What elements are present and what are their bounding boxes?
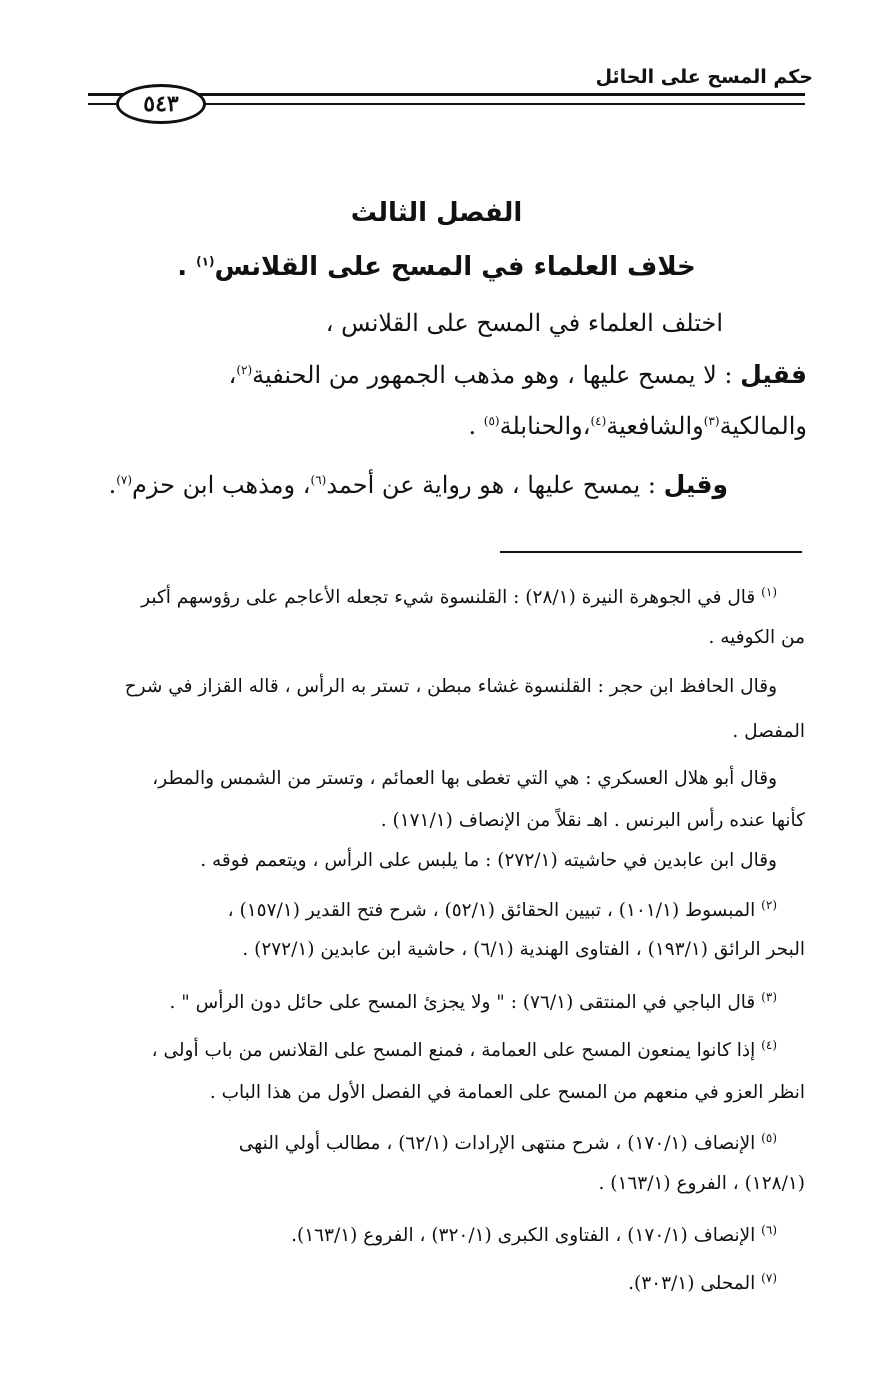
- footnote-ref: (٥): [483, 414, 500, 428]
- opinion-2-text: ، ومذهب ابن حزم: [132, 471, 311, 499]
- footnote-2-line: البحر الرائق (١٩٣/١) ، الفتاوى الهندية (٦/١) ، حاشية ابن عابدين (٢٧٢/١) .: [242, 939, 805, 960]
- footnote-ref: (٤): [590, 414, 607, 428]
- opinion-1-text: : لا يمسح عليها ، وهو مذهب الجمهور من الحنفية: [252, 361, 733, 389]
- footnote-4-line: انظر العزو في منعهم من المسح على العمامة في الفصل الأول من هذا الباب .: [209, 1082, 805, 1103]
- opinion-1-text: والمالكية: [719, 412, 807, 440]
- separator: ،: [228, 361, 237, 389]
- footnote-ref: (٧): [116, 473, 133, 487]
- footnote-5-line: (١٢٨/١) ، الفروع (١٦٣/١) .: [598, 1173, 805, 1194]
- running-header-title: حكم المسح على الحائل: [595, 66, 813, 88]
- opinion-1-lead: فقيل: [740, 360, 807, 389]
- footnote-number: (٥): [761, 1131, 777, 1145]
- footnote-4-line: [80, 1025, 777, 1071]
- section-title: [80, 252, 793, 282]
- footnote-text: الإنصاف (١٧٠/١) ، الفتاوى الكبرى (٣٢٠/١) ، الفروع (١٦٣/١).: [291, 1225, 756, 1247]
- footnote-number: (٢): [761, 898, 777, 912]
- footnote-1-line: من الكوفيه .: [708, 627, 805, 648]
- footnote-number: (٤): [761, 1038, 777, 1052]
- body-intro: اختلف العلماء في المسح على القلانس ،: [325, 309, 723, 337]
- footnote-text: إذا كانوا يمنعون المسح على العمامة ، فمنع المسح على القلانس من باب أولى ،: [151, 1040, 756, 1062]
- opinion-1-line-1: [80, 360, 807, 389]
- opinion-2-line: [80, 470, 728, 499]
- footnote-1-line: كأنها عنده رأس البرنس . اهـ نقلاً من الإنصاف (١٧١/١) .: [380, 810, 805, 831]
- footnote-1-line: وقال الحافظ ابن حجر : القلنسوة غشاء مبطن ، تستر به الرأس ، قاله القزاز في شرح: [124, 676, 777, 697]
- section-title-text: خلاف العلماء في المسح على القلانس: [214, 252, 696, 282]
- page-number-badge: [116, 84, 206, 124]
- footnote-text: المحلى (٣٠٣/١).: [628, 1273, 756, 1295]
- footnote-text: الإنصاف (١٧٠/١) ، شرح منتهى الإرادات (٦٢/١) ، مطالب أولي النهى: [238, 1133, 756, 1155]
- footnote-number: (١): [761, 585, 777, 599]
- footnote-number: (٧): [761, 1271, 777, 1285]
- footnote-ref: (١): [196, 254, 215, 269]
- period: .: [468, 412, 477, 440]
- chapter-title: الفصل الثالث: [350, 198, 523, 228]
- opinion-1-text: ،والحنابلة: [499, 412, 591, 440]
- footnote-text: قال في الجوهرة النيرة (٢٨/١) : القلنسوة شيء تجعله الأعاجم على رؤوسهم أكبر: [141, 587, 756, 609]
- opinion-2-lead: وقيل: [663, 470, 728, 499]
- footnote-3-line: [80, 977, 777, 1023]
- footnote-1-line: [80, 572, 777, 618]
- footnote-text: قال الباجي في المنتقى (٧٦/١) : " ولا يجزئ المسح على حائل دون الرأس " .: [169, 992, 756, 1014]
- footnote-number: (٣): [761, 990, 777, 1004]
- footnote-number: (٦): [761, 1223, 777, 1237]
- footnote-6-line: [80, 1210, 777, 1256]
- section-title-end: .: [177, 252, 188, 282]
- footnote-2-line: [80, 885, 777, 931]
- opinion-2-text: : يمسح عليها ، هو رواية عن أحمد: [326, 471, 656, 499]
- footnote-text: المبسوط (١٠١/١) ، تبيين الحقائق (٥٢/١) ، شرح فتح القدير (١٥٧/١) ،: [227, 900, 756, 922]
- page-number: ٥٤٣: [143, 91, 179, 117]
- footnote-ref: (٦): [310, 473, 327, 487]
- opinion-1-text: والشافعية: [606, 412, 704, 440]
- footnote-1-line: المفصل .: [732, 721, 805, 742]
- footnote-1-line: وقال ابن عابدين في حاشيته (٢٧٢/١) : ما يلبس على الرأس ، ويتعمم فوقه .: [200, 850, 777, 871]
- footnote-7-line: [80, 1258, 777, 1304]
- footnote-separator: [500, 551, 802, 553]
- opinion-1-line-2: [80, 412, 807, 440]
- footnote-5-line: [80, 1118, 777, 1164]
- footnote-1-line: وقال أبو هلال العسكري : هي التي تغطى بها العمائم ، وتستر من الشمس والمطر،: [152, 768, 777, 789]
- period: .: [108, 471, 117, 499]
- footnote-ref: (٢): [236, 363, 253, 377]
- footnote-ref: (٣): [703, 414, 720, 428]
